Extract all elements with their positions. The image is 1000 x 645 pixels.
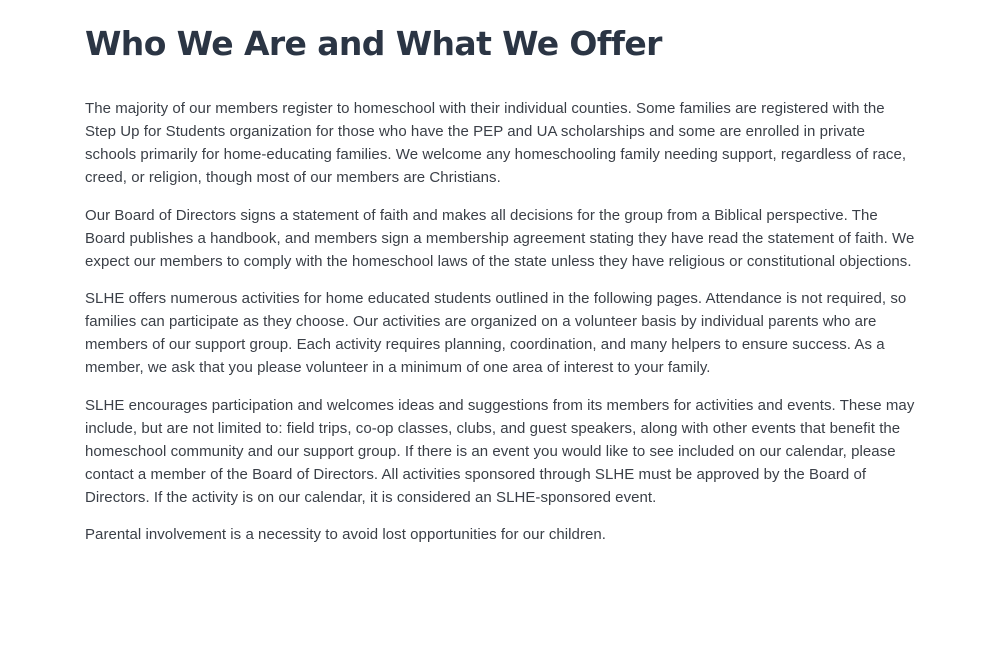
main-content: [85, 22, 915, 561]
paragraph-board-of-directors: Our Board of Directors signs a statement of faith and makes all decisions for the group from a Biblical perspective. The Board publishes a handbook, and members sign a membership agreement stating they have read the statement of faith. We expect our members to comply with the homeschool laws of the state unless they have religious or constitutional objections.: [85, 206, 915, 270]
paragraph-participation: SLHE encourages participation and welcomes ideas and suggestions from its members for activities and events. These may include, but are not limited to: field trips, co-op classes, clubs, and guest speakers, along with other events that benefit the homeschool community and our support group. If there is an event you would like to see included on our calendar, please contact a member of the Board of Directors. All activities sponsored through SLHE must be approved by the Board of Directors. If the activity is on our calendar, it is considered an SLHE-sponsored event.: [85, 396, 915, 506]
page-title: Who We Are and What We Offer: [85, 24, 662, 63]
paragraph-activities: SLHE offers numerous activities for home educated students outlined in the following pages. Attendance is not required, so families can participate as they choose. Our activities are organized on a volunteer basis by individual parents who are members of our support group. Each activity requires planning, coordination, and many helpers to ensure success. As a member, we ask that you please volunteer in a minimum of one area of interest to your family.: [85, 290, 907, 376]
paragraph-parental-involvement: Parental involvement is a necessity to avoid lost opportunities for our children.: [85, 526, 606, 543]
body-text: [85, 97, 915, 546]
paragraph-membership: The majority of our members register to homeschool with their individual counties. Some families are registered with the Step Up for Students organization for those who have the PEP and UA scholarships and some are enrolled in private schools primarily for home-educating families. We welcome any homeschooling family needing support, regardless of race, creed, or religion, though most of our members are Christians.: [85, 100, 907, 186]
